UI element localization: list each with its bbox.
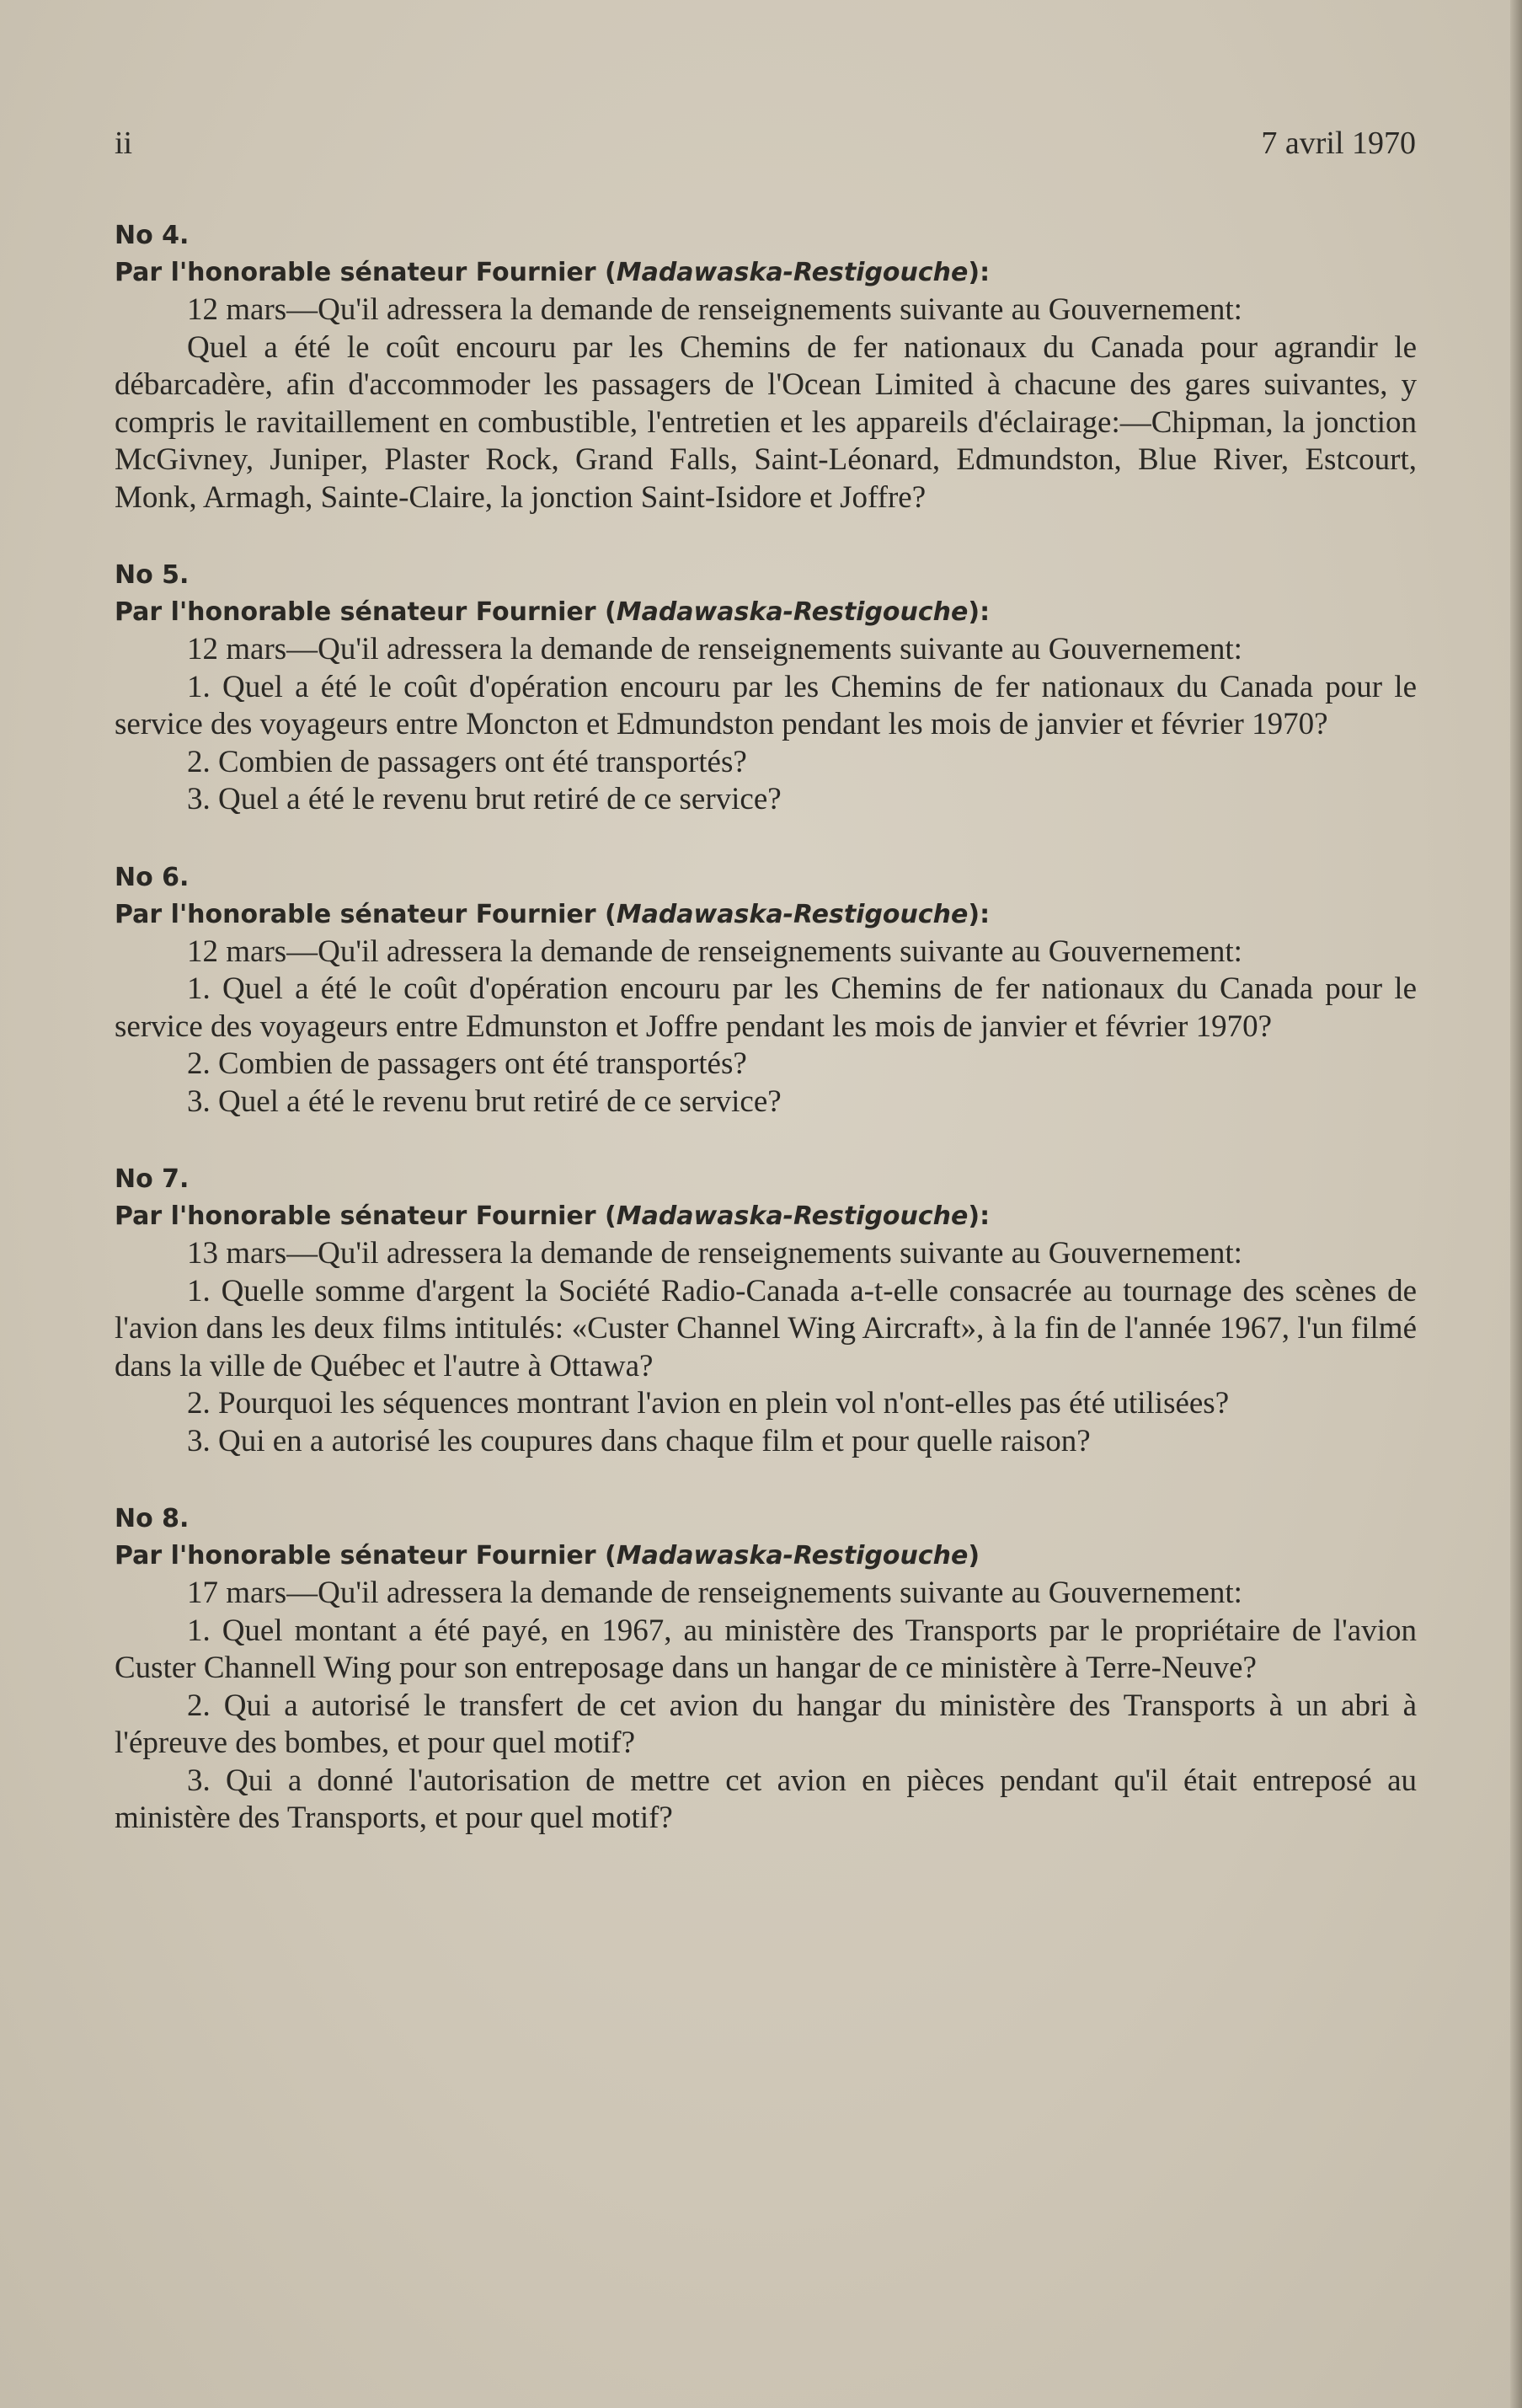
question-item bbox=[115, 1501, 1417, 1838]
question-number: No 6. bbox=[115, 862, 190, 892]
author-suffix: ): bbox=[968, 258, 991, 287]
question-item bbox=[115, 557, 1417, 819]
question-paragraph: 1. Quel montant a été payé, en 1967, au ministère des Transports par le propriétaire de l'avion Custer Channell Wing pour son entreposage dans un hangar de ce ministère à Terre-Neuve? bbox=[115, 1613, 1417, 1685]
question-intro: 12 mars—Qu'il adressera la demande de renseignements suivante au Gouvernement: bbox=[187, 292, 1242, 327]
document-body bbox=[115, 217, 1417, 1878]
question-item bbox=[115, 217, 1417, 516]
question-paragraph: 3. Qui en a autorisé les coupures dans chaque film et pour quelle raison? bbox=[187, 1423, 1091, 1458]
question-number: No 7. bbox=[115, 1164, 190, 1194]
author-prefix: Par l'honorable sénateur Fournier ( bbox=[115, 1201, 617, 1231]
author-prefix: Par l'honorable sénateur Fournier ( bbox=[115, 1541, 617, 1571]
author-suffix: ) bbox=[968, 1541, 980, 1571]
page-date: 7 avril 1970 bbox=[1261, 126, 1416, 161]
author-riding: Madawaska-Restigouche bbox=[616, 1201, 969, 1231]
question-item bbox=[115, 859, 1417, 1121]
question-author bbox=[115, 896, 1417, 934]
author-riding: Madawaska-Restigouche bbox=[616, 899, 969, 929]
question-paragraph: 3. Quel a été le revenu brut retiré de ce service? bbox=[187, 782, 782, 816]
question-item bbox=[115, 1161, 1417, 1460]
question-paragraph: 3. Quel a été le revenu brut retiré de ce service? bbox=[187, 1084, 782, 1119]
question-paragraph: 3. Qui a donné l'autorisation de mettre cet avion en pièces pendant qu'il était entreposé au ministère des Transports, et pour quel motif? bbox=[115, 1763, 1417, 1835]
question-intro: 12 mars—Qu'il adressera la demande de renseignements suivante au Gouvernement: bbox=[187, 632, 1242, 666]
question-author bbox=[115, 254, 1417, 292]
question-paragraph: 2. Pourquoi les séquences montrant l'avion en plein vol n'ont-elles pas été utilisées? bbox=[187, 1386, 1230, 1421]
page-header bbox=[115, 125, 1416, 167]
question-paragraph: 1. Quelle somme d'argent la Société Radio-Canada a-t-elle consacrée au tournage des scènes de l'avion dans les deux films intitulés: «Custer Channel Wing Aircraft», à la fin de l'année 1967, l'un filmé dans la ville de Québec et l'autre à Ottawa? bbox=[115, 1273, 1417, 1383]
question-author bbox=[115, 1538, 1417, 1575]
author-prefix: Par l'honorable sénateur Fournier ( bbox=[115, 258, 617, 287]
question-intro: 12 mars—Qu'il adressera la demande de renseignements suivante au Gouvernement: bbox=[187, 934, 1242, 969]
author-riding: Madawaska-Restigouche bbox=[616, 1541, 969, 1571]
page-edge-shadow bbox=[1510, 0, 1522, 2408]
author-suffix: ): bbox=[968, 899, 991, 929]
question-number: No 8. bbox=[115, 1504, 190, 1533]
question-intro: 17 mars—Qu'il adressera la demande de renseignements suivante au Gouvernement: bbox=[187, 1576, 1242, 1610]
question-paragraph: 2. Combien de passagers ont été transportés? bbox=[187, 744, 747, 779]
author-riding: Madawaska-Restigouche bbox=[616, 597, 969, 627]
author-prefix: Par l'honorable sénateur Fournier ( bbox=[115, 597, 617, 627]
author-suffix: ): bbox=[968, 1201, 991, 1231]
question-intro: 13 mars—Qu'il adressera la demande de renseignements suivante au Gouvernement: bbox=[187, 1236, 1242, 1271]
question-number: No 5. bbox=[115, 560, 190, 590]
question-paragraph: 1. Quel a été le coût d'opération encouru par les Chemins de fer nationaux du Canada pour le service des voyageurs entre Edmunston et Joffre pendant les mois de janvier et février 1970? bbox=[115, 971, 1417, 1044]
question-paragraph: 2. Combien de passagers ont été transportés? bbox=[187, 1046, 747, 1081]
question-paragraph: Quel a été le coût encouru par les Chemins de fer nationaux du Canada pour agrandir le débarcadère, afin d'accommoder les passagers de l'Ocean Limited à chacune des gares suivantes, y compris le ravitaillement en combustible, l'entretien et les appareils d'éclairage:—Chipman, la jonction McGivney, Juniper, Plaster Rock, Grand Falls, Saint-Léonard, Edmundston, Blue River, Estcourt, Monk, Armagh, Sainte-Claire, la jonction Saint-Isidore et Joffre? bbox=[115, 329, 1417, 515]
question-number: No 4. bbox=[115, 221, 190, 250]
author-prefix: Par l'honorable sénateur Fournier ( bbox=[115, 899, 617, 929]
question-author bbox=[115, 594, 1417, 631]
page-number: ii bbox=[115, 126, 133, 161]
question-author bbox=[115, 1198, 1417, 1235]
author-riding: Madawaska-Restigouche bbox=[616, 258, 969, 287]
question-paragraph: 1. Quel a été le coût d'opération encouru par les Chemins de fer nationaux du Canada pour le service des voyageurs entre Moncton et Edmundston pendant les mois de janvier et février 1970? bbox=[115, 669, 1417, 741]
question-paragraph: 2. Qui a autorisé le transfert de cet avion du hangar du ministère des Transports à un abri à l'épreuve des bombes, et pour quel motif? bbox=[115, 1688, 1417, 1760]
author-suffix: ): bbox=[968, 597, 991, 627]
